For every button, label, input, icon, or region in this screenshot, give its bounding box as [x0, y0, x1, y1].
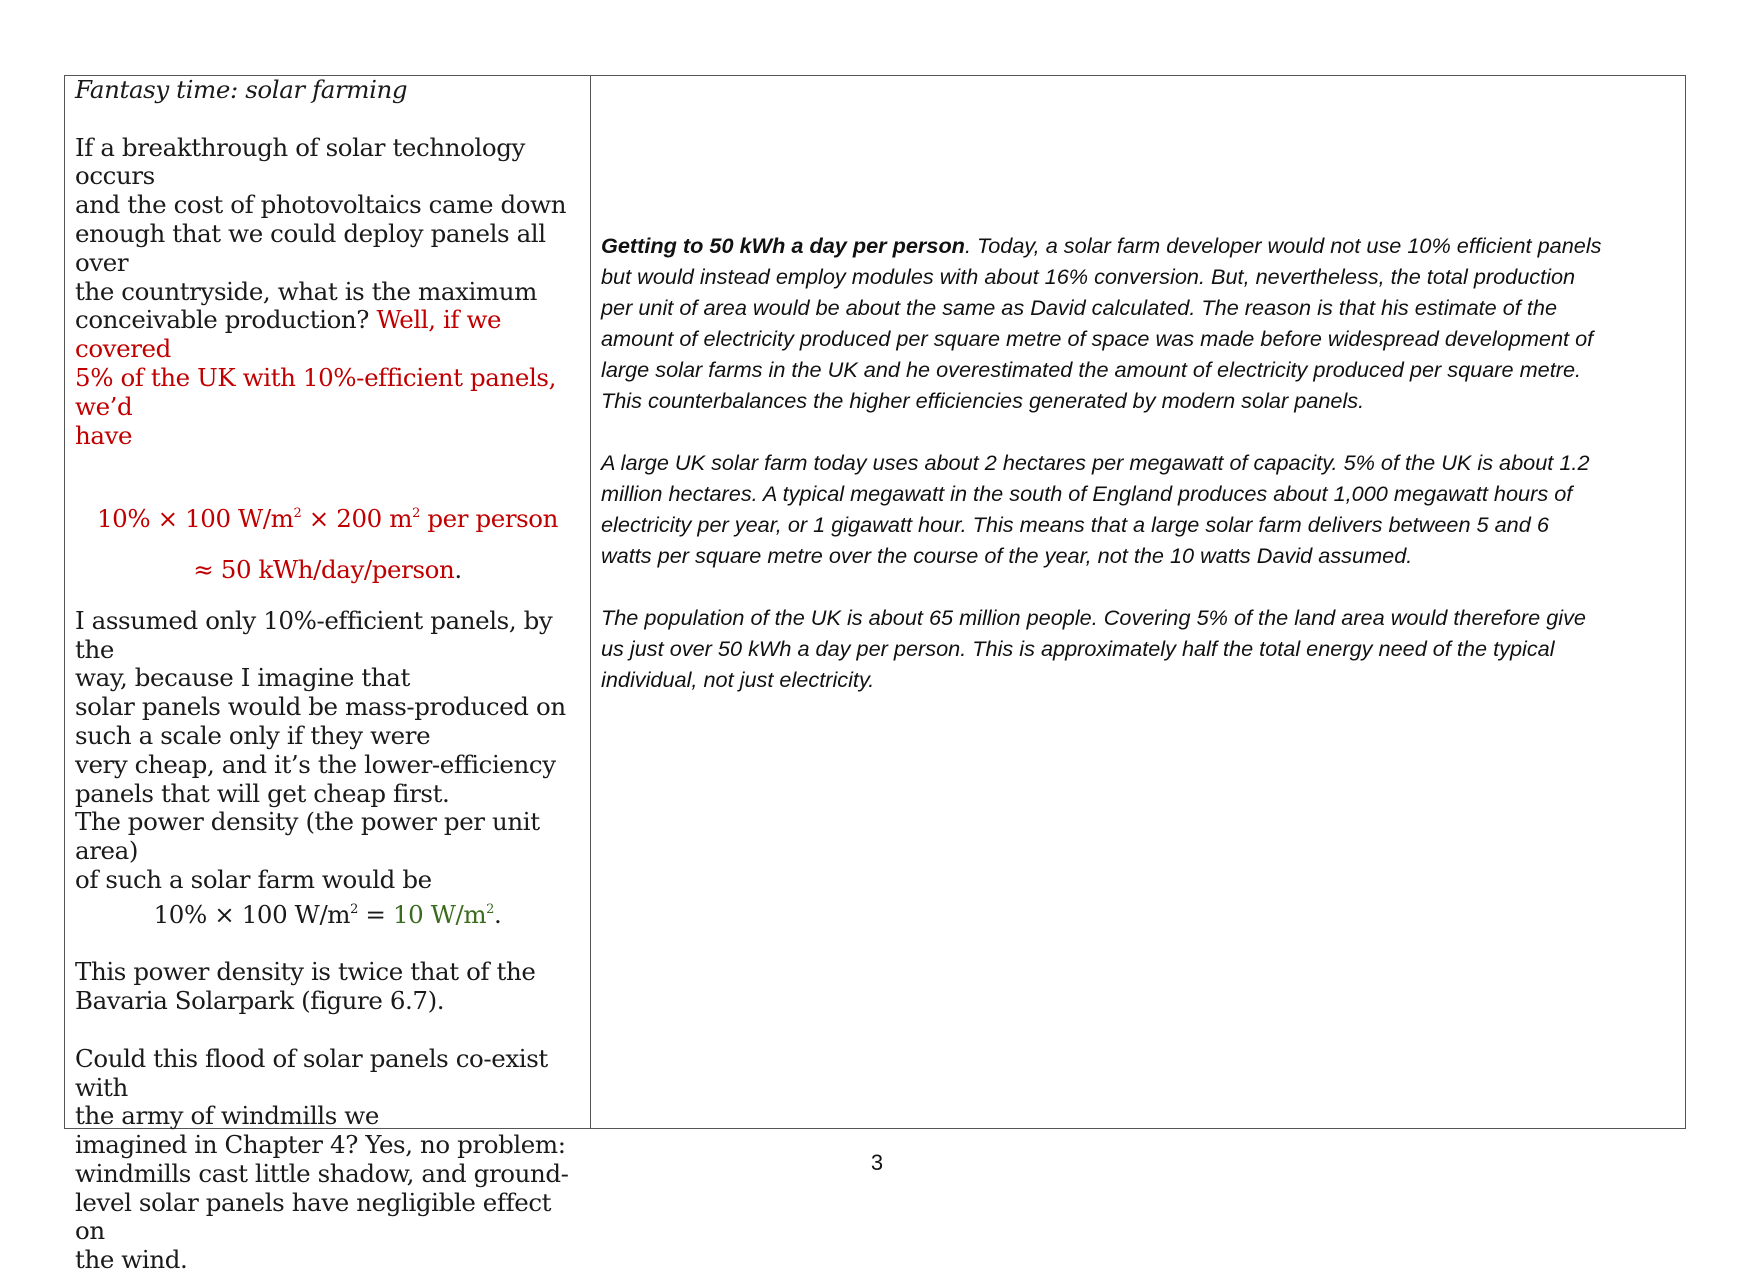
- two-column-table: [64, 75, 1686, 1275]
- superscript: 2: [486, 901, 495, 917]
- text-line: This power density is twice that of the: [75, 957, 536, 987]
- equation-result: [75, 556, 580, 585]
- power-density-equation: [75, 901, 580, 930]
- text-line: The population of the UK is about 65 million people. Covering 5% of the land area would therefore give: [601, 605, 1586, 630]
- text-line: [75, 306, 580, 364]
- highlight-red-text: 5% of the UK with 10%-efficient panels, we’d: [75, 362, 556, 421]
- superscript: 2: [412, 506, 420, 522]
- equation-part: × 200 m: [301, 504, 413, 534]
- text-line: This counterbalances the higher efficiencies generated by modern solar panels.: [601, 388, 1365, 413]
- text-line: enough that we could deploy panels all over: [75, 218, 546, 277]
- text-line: Could this flood of solar panels co-exist with: [75, 1043, 548, 1102]
- text-line: Bavaria Solarpark (figure 6.7).: [75, 986, 445, 1016]
- right-column: [591, 76, 1685, 1128]
- section-title: Fantasy time: solar farming: [75, 75, 408, 104]
- text-line: per unit of area would be about the same as David calculated. The reason is that his estimate of the: [601, 295, 1558, 320]
- highlight-red-text: Well, if we covered: [75, 305, 502, 364]
- text-line: The power density (the power per unit area): [75, 807, 540, 866]
- text-line: and the cost of photovoltaics came down: [75, 190, 567, 220]
- text-fragment: . Today, a solar farm developer would not use 10% efficient panels: [964, 233, 1602, 258]
- comparison-paragraph: [75, 958, 580, 1016]
- text-line: but would instead employ modules with about 16% conversion. But, nevertheless, the total production: [601, 264, 1576, 289]
- text-line: very cheap, and it’s the lower-efficiency: [75, 749, 556, 779]
- text-line: the wind.: [75, 1245, 188, 1275]
- text-line: the countryside, what is the maximum: [75, 276, 537, 306]
- commentary-paragraph-3: [601, 602, 1675, 695]
- text-line: windmills cast little shadow, and ground-: [75, 1158, 569, 1188]
- equation-result-value: ≈ 50 kWh/day/person: [193, 554, 455, 584]
- text-line: solar panels would be mass-produced on: [75, 692, 566, 722]
- text-line: such a scale only if they were: [75, 720, 431, 750]
- commentary-paragraph-1: [601, 230, 1675, 416]
- left-column: [65, 75, 591, 1275]
- text-line: A large UK solar farm today uses about 2 hectares per megawatt of capacity. 5% of the UK is about 1.2: [601, 450, 1590, 475]
- text-fragment: conceivable production?: [75, 305, 377, 335]
- text-line: electricity per year, or 1 gigawatt hour. This means that a large solar farm delivers between 5 and 6: [601, 512, 1549, 537]
- text-line: I assumed only 10%-efficient panels, by the: [75, 605, 553, 664]
- bold-heading: Getting to 50 kWh a day per person: [601, 233, 965, 258]
- text-line: imagined in Chapter 4? Yes, no problem:: [75, 1130, 566, 1160]
- equation-area: [75, 505, 580, 534]
- equation-part: 10% × 100 W/m: [96, 504, 294, 534]
- superscript: 2: [350, 901, 359, 917]
- text-line: large solar farms in the UK and he overestimated the amount of electricity produced per square metre.: [601, 357, 1582, 382]
- equation-green-value: 10 W/m: [392, 899, 487, 929]
- superscript: 2: [293, 506, 302, 522]
- text-line: [601, 230, 1675, 261]
- equation-part: =: [358, 899, 393, 929]
- highlight-red-text: have: [75, 420, 133, 450]
- text-line: amount of electricity produced per square metre of space was made before widespread development of: [601, 326, 1594, 351]
- text-line: the army of windmills we: [75, 1101, 379, 1131]
- text-line: way, because I imagine that: [75, 663, 410, 693]
- commentary-paragraph-2: [601, 447, 1675, 571]
- text-line: of such a solar farm would be: [75, 864, 432, 894]
- intro-paragraph: [75, 134, 580, 451]
- page-number: 3: [870, 1150, 884, 1175]
- equation-end: .: [494, 899, 502, 929]
- equation-part: 10% × 100 W/m: [153, 899, 351, 929]
- text-line: million hectares. A typical megawatt in the south of England produces about 1,000 megawatt hours of: [601, 481, 1573, 506]
- text-line: individual, not just electricity.: [601, 667, 875, 692]
- equation-end: .: [454, 554, 462, 584]
- text-line: panels that will get cheap first.: [75, 778, 450, 808]
- text-line: us just over 50 kWh a day per person. This is approximately half the total energy need of the typical: [601, 636, 1555, 661]
- text-line: watts per square metre over the course of the year, not the 10 watts David assumed.: [601, 543, 1413, 568]
- text-line: level solar panels have negligible effect on: [75, 1187, 552, 1246]
- assumption-paragraph: [75, 607, 580, 895]
- text-line: If a breakthrough of solar technology occurs: [75, 132, 525, 191]
- equation-part: per person: [419, 504, 559, 534]
